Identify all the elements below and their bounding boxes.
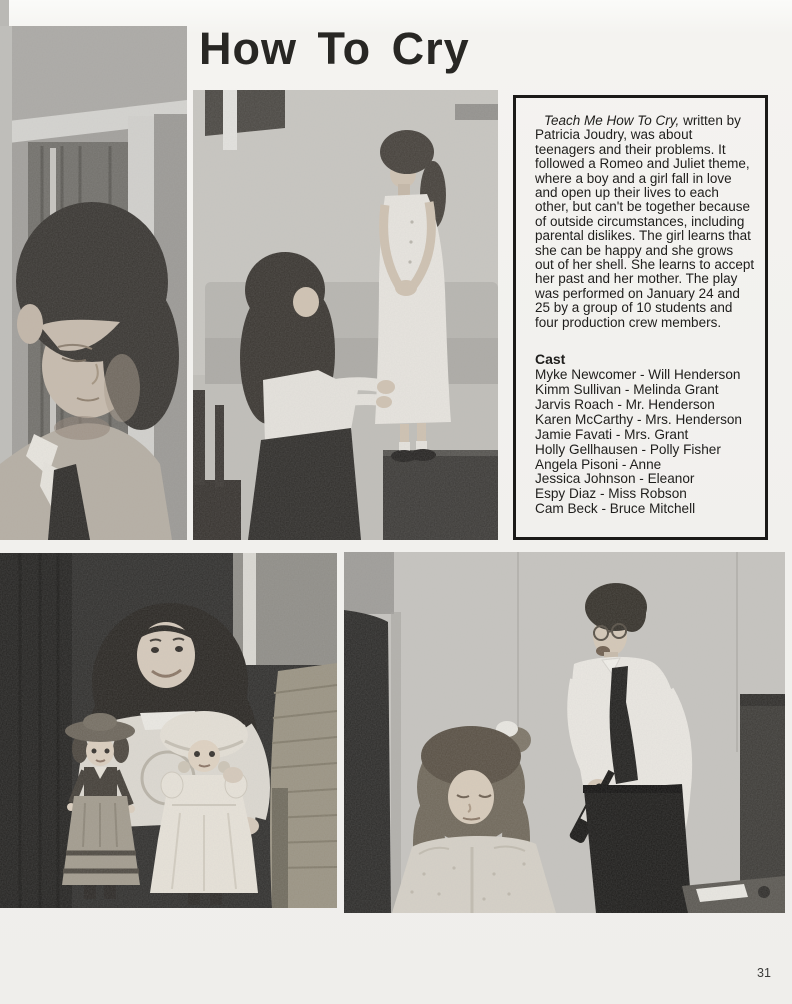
cast-line: Jarvis Roach - Mr. Henderson [535,396,715,412]
cast-line: Espy Diaz - Miss Robson [535,486,687,502]
play-description-text: written by Patricia Joudry, was about teenagers and their problems. It followed a Romeo and Juliet theme, where a boy and a girl fall in love and open up their lives to each other, but can't be together because of outside circumstances, including parental dislikes. The girl learns that she can be happy and she grows out of her shell. She learns to accept her past and her mother. The play was performed on January 24 and 25 by a group of 10 students and four production crew members. [535,113,755,330]
page-number: 31 [757,966,771,980]
cast-list [535,368,755,517]
cast-line: Jamie Favati - Mrs. Grant [535,426,689,442]
stage-scene-photo [193,90,498,540]
cast-line: Karen McCarthy - Mrs. Henderson [535,411,742,427]
girl-with-dolls-art [0,553,337,908]
cast-line: Holly Gellhausen - Polly Fisher [535,441,721,457]
boy-portrait-art [0,26,187,540]
cast-line: Jessica Johnson - Eleanor [535,471,695,487]
party-scene-photo [344,552,785,913]
boy-portrait-photo [0,26,187,540]
play-description [535,114,755,330]
cast-line: Angela Pisoni - Anne [535,456,662,472]
page-title: How To Cry [199,23,470,74]
cast-line: Myke Newcomer - Will Henderson [535,367,741,383]
cast-heading: Cast [535,351,566,368]
cast-line: Kimm Sullivan - Melinda Grant [535,382,719,397]
stage-scene-art [193,90,498,540]
party-scene-art [344,552,785,913]
girl-with-dolls-photo [0,553,337,908]
play-title-italic: Teach Me How To Cry, [544,113,680,128]
play-description-box [513,95,768,540]
cast-line: Cam Beck - Bruce Mitchell [535,501,696,517]
